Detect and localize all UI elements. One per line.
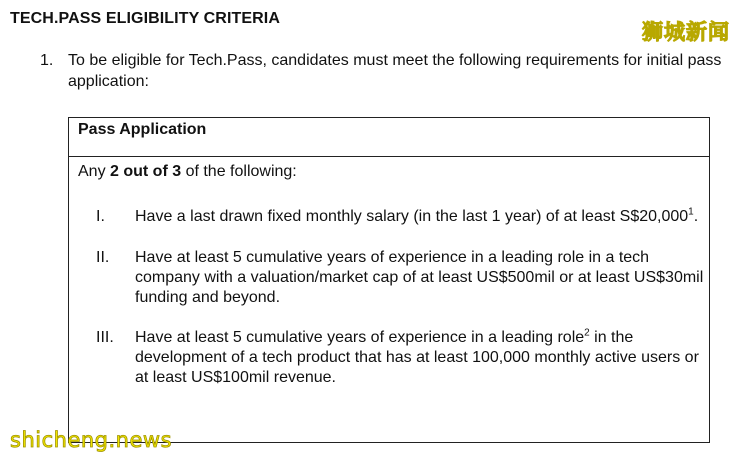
requirement-text	[135, 207, 705, 227]
table-header	[69, 118, 709, 157]
requirement-body: Have a last drawn fixed monthly salary (in the last 1 year) of at least S$20,000	[135, 208, 689, 225]
requirement-text	[135, 328, 705, 388]
page-heading: TECH.PASS ELIGIBILITY CRITERIA	[10, 10, 280, 27]
requirement-body-cont: in the development of a tech product that has at least 100,000 monthly active users or at least US$100mil revenue.	[135, 329, 699, 386]
footnote-marker: 1	[688, 206, 694, 218]
requirement-suffix: .	[693, 208, 699, 225]
watermark-logo-bottom: shicheng.news	[10, 428, 173, 452]
requirement-numeral: II.	[96, 249, 110, 266]
intro-text: To be eligible for Tech.Pass, candidates must meet the following requirements for initial pass application:	[68, 52, 722, 90]
requirement-body: Have at least 5 cumulative years of experience in a leading role	[135, 329, 585, 346]
intro-number: 1.	[40, 52, 54, 69]
requirement-numeral: I.	[96, 208, 105, 225]
lead-bold: 2 out of 3	[110, 163, 182, 180]
table-body	[69, 157, 709, 388]
requirement-item	[78, 248, 709, 308]
requirement-text: Have at least 5 cumulative years of experience in a leading role in a tech company with a valuation/market cap of at least US$500mil or at least US$30mil funding and beyond.	[135, 249, 704, 306]
criteria-table	[68, 117, 710, 443]
lead-after: of the following:	[181, 163, 297, 180]
requirement-numeral: III.	[96, 329, 114, 346]
intro-paragraph	[40, 50, 730, 92]
table-header-label: Pass Application	[78, 121, 207, 138]
lead-before: Any	[78, 163, 111, 180]
lead-line	[78, 161, 709, 182]
requirement-item	[78, 207, 709, 227]
requirement-item	[78, 328, 709, 388]
watermark-logo-top: 狮城新闻	[642, 20, 730, 44]
footnote-marker: 2	[584, 327, 590, 339]
